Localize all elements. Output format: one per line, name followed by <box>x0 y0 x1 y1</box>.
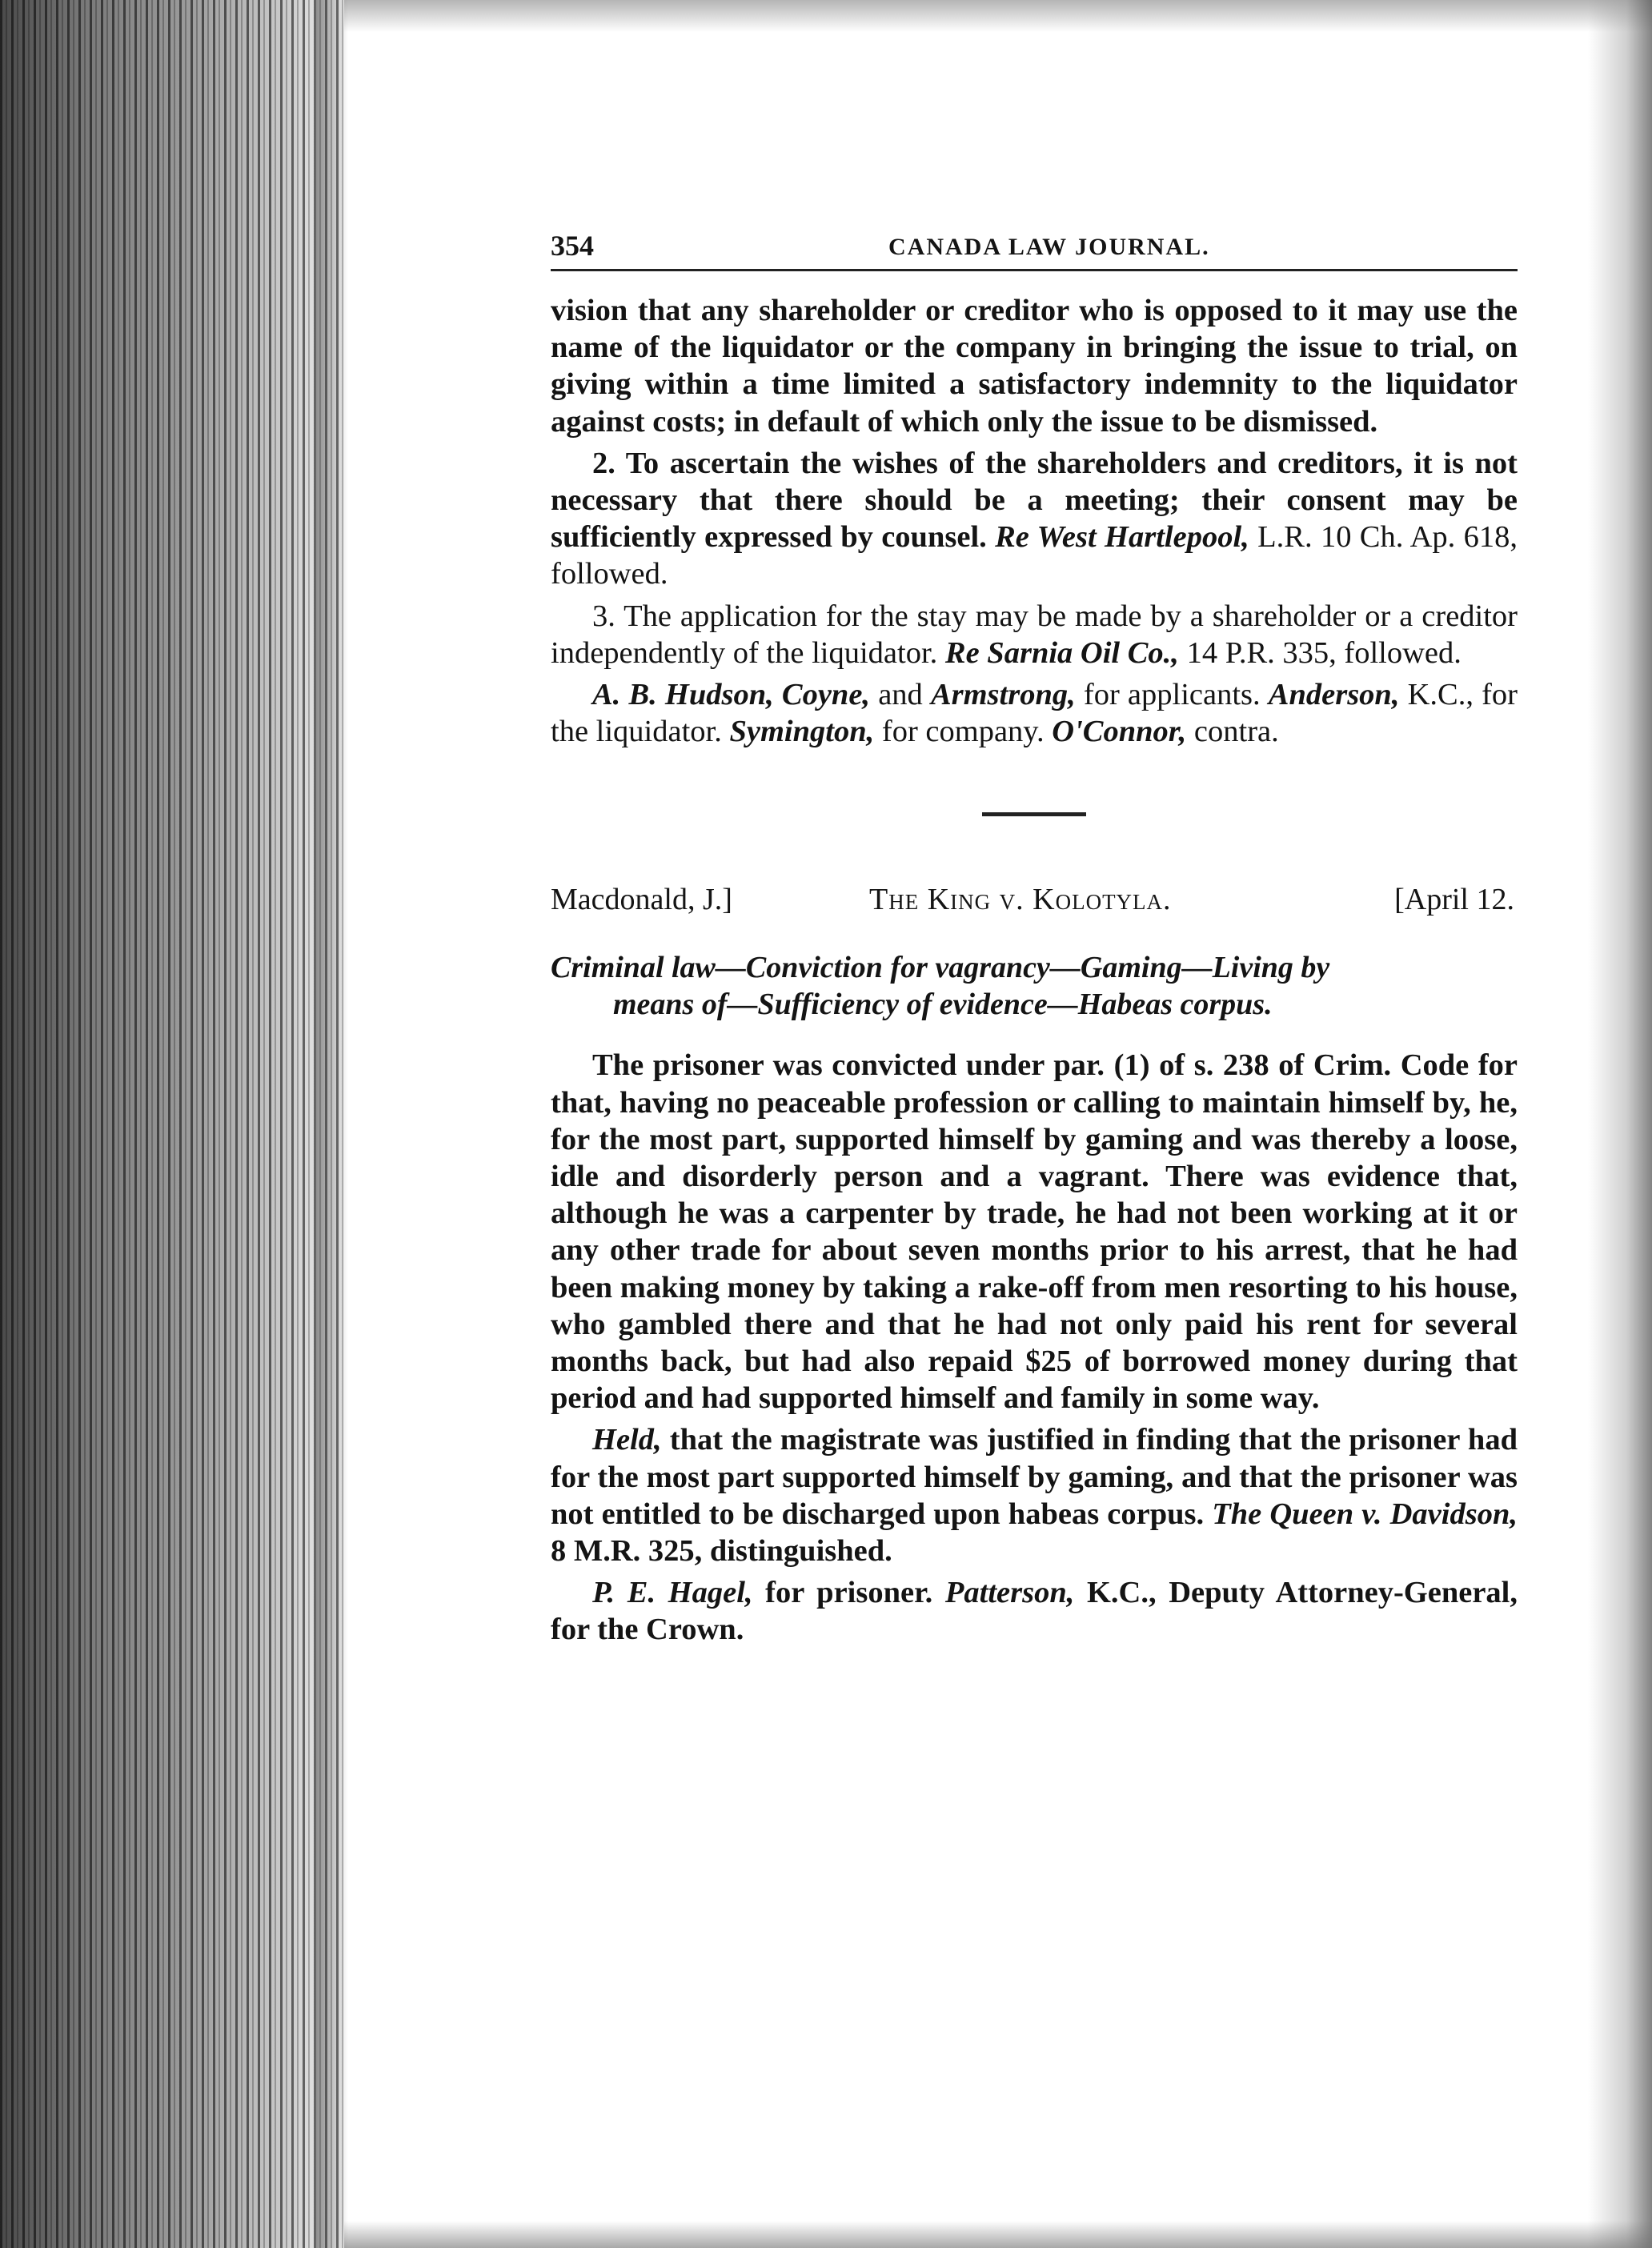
counsel-name: Symington, <box>729 715 875 749</box>
top-scan-edge <box>344 0 1652 32</box>
point-2-paragraph <box>551 445 1518 593</box>
held-word: Held, <box>592 1423 662 1457</box>
gutter-shadow <box>316 0 348 2248</box>
previous-counsel-paragraph <box>551 676 1518 750</box>
counsel-text: K.C., for the liquidator. <box>551 678 1518 749</box>
bottom-scan-edge <box>344 2221 1652 2248</box>
counsel-name: Anderson, <box>1268 678 1400 712</box>
judge-name: Macdonald, J.] <box>551 883 732 917</box>
counsel-name: Patterson, <box>944 1576 1075 1610</box>
counsel-name: P. E. Hagel, <box>592 1576 753 1610</box>
held-paragraph <box>551 1421 1518 1569</box>
counsel-name: Armstrong, <box>930 678 1076 712</box>
point-2-reference: L.R. 10 Ch. Ap. 618, followed. <box>551 520 1518 591</box>
continuation-paragraph: vision that any shareholder or creditor who is opposed to it may use the name of the liquidator or the company in bringing the issue to trial, on giving within a time limited a satisfactory indemnity to the liquidator against costs; in default of which only the issue to be dismissed. <box>551 294 1518 439</box>
point-3-reference: 14 P.R. 335, followed. <box>1178 635 1462 670</box>
case-date: [April 12. <box>1394 883 1514 917</box>
running-head <box>551 224 1518 271</box>
section-divider <box>982 812 1086 816</box>
point-2-case-citation: Re West Hartlepool, <box>995 520 1249 555</box>
case-name: The King v. Kolotyla. <box>869 883 1172 917</box>
case-counsel-paragraph <box>551 1574 1518 1648</box>
counsel-text: for applicants. <box>1075 678 1269 712</box>
journal-title: CANADA LAW JOURNAL. <box>888 234 1210 260</box>
page-number: 354 <box>551 230 594 262</box>
catchwords-line-2: means of—Sufficiency of evidence—Habeas corpus. <box>613 988 1273 1022</box>
point-3-paragraph <box>551 598 1518 671</box>
counsel-name: O'Connor, <box>1052 715 1187 749</box>
right-scan-edge <box>1588 0 1652 2248</box>
counsel-text: contra. <box>1186 715 1279 749</box>
counsel-text: for prisoner. <box>752 1576 945 1610</box>
held-case-citation: The Queen v. Davidson, <box>1212 1497 1518 1531</box>
book-gutter <box>0 0 344 2248</box>
point-3-case-citation: Re Sarnia Oil Co., <box>944 635 1179 670</box>
counsel-name: A. B. Hudson, Coyne, <box>592 678 871 712</box>
catchwords <box>551 949 1518 1023</box>
point-2-text: 2. To ascertain the wishes of the shareholders and creditors, it is not necessary that there should be a meeting; their consent may be sufficiently expressed by counsel. <box>551 446 1518 555</box>
catchwords-line-1: Criminal law—Conviction for vagrancy—Gaming—Living by <box>551 951 1330 985</box>
held-reference: 8 M.R. 325, distinguished. <box>551 1534 892 1569</box>
held-text: that the magistrate was justified in finding that the prisoner had for the most part supported himself by gaming, and that the prisoner was not entitled to be discharged upon habeas corpus. <box>551 1423 1518 1531</box>
case-heading <box>551 882 1518 922</box>
point-3-text: 3. The application for the stay may be made by a shareholder or a creditor independently of the liquidator. <box>551 599 1518 670</box>
facts-paragraph: The prisoner was convicted under par. (1) of s. 238 of Crim. Code for that, having no peaceable profession or calling to maintain himself by, he, for the most part, supported himself by gaming and was thereby a loose, idle and disorderly person and a vagrant. There was evidence that, although he was a carpenter by trade, he had not been working at it or any other trade for about seven months prior to his arrest, that he had been making money by taking a rake-off from men resorting to his house, who gambled there and that he had not only paid his rent for several months back, but had also repaid $25 of borrowed money during that period and had supported himself and family in some way. <box>551 1048 1518 1416</box>
counsel-text: and <box>870 678 931 712</box>
counsel-text: for company. <box>874 715 1053 749</box>
journal-page <box>551 224 1518 1649</box>
counsel-text: K.C., Deputy Attorney-General, for the Crown. <box>551 1576 1518 1647</box>
previous-case-section <box>551 292 1518 750</box>
